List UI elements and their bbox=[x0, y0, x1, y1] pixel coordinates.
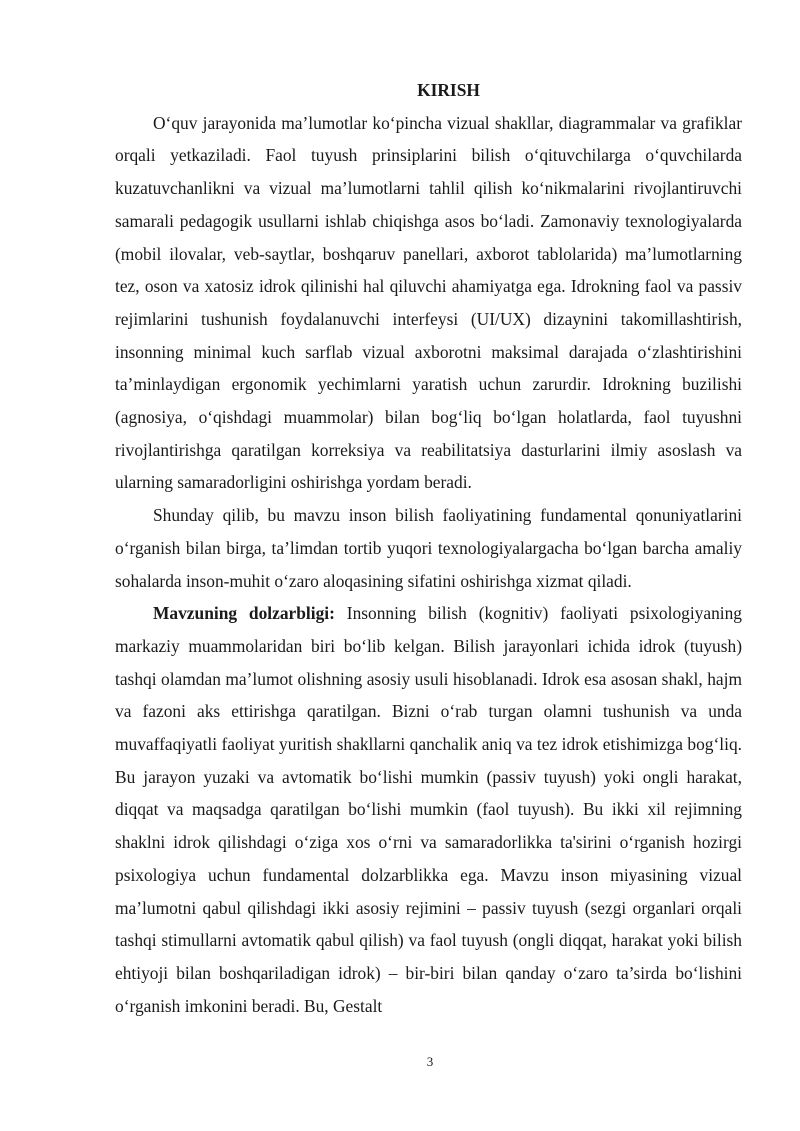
section-heading: KIRISH bbox=[417, 80, 480, 100]
paragraph-1-text: O‘quv jarayonida ma’lumotlar ko‘pincha vizual shakllar, diagrammalar va grafiklar orqali yetkaziladi. Faol tuyush prinsiplarini bilish o‘qituvchilarga o‘quvchilarda kuzatuvchanlikni va vizual ma’lumotlarni tahlil qilish ko‘nikmalarini rivojlantiruvchi samarali pedagogik usullarni ishlab chiqishga asos bo‘ladi. Zamonaviy texnologiyalarda (mobil ilovalar, veb-saytlar, boshqaruv panellari, axborot tablolarida) ma’lumotlarning tez, oson va xatosiz idrok qilinishi hal qiluvchi ahamiyatga ega. Idrokning faol va passiv rejimlarini tushunish foydalanuvchi interfeysi (UI/UX) dizaynini takomillashtirish, insonning minimal kuch sarflab vizual axborotni maksimal darajada o‘zlashtirishini ta’minlaydigan ergonomik yechimlarni yaratish uchun zarurdir. Idrokning buzilishi (agnosiya, o‘qishdagi muammolar) bilan bog‘liq bo‘lgan holatlarda, faol tuyushni rivojlantirishga qaratilgan korreksiya va reabilitatsiya dasturlarini ilmiy asoslash va ularning samaradorligini oshirishga yordam beradi. bbox=[115, 112, 742, 493]
page-number: 3 bbox=[426, 1054, 434, 1069]
page-body bbox=[115, 74, 742, 1022]
paragraph-1 bbox=[115, 107, 742, 499]
paragraph-3-lead: Mavzuning dolzarbligi: bbox=[153, 603, 335, 624]
paragraph-2 bbox=[115, 499, 742, 597]
paragraph-3-text: Insonning bilish (kognitiv) faoliyati psixologiyaning markaziy muammolaridan biri bo‘lib kelgan. Bilish jarayonlari ichida idrok (tuyush) tashqi olamdan ma’lumot olishning asosiy usuli hisoblanadi. Idrok esa asosan shakl, hajm va fazoni aks ettirishga qaratilgan. Bizni o‘rab turgan olamni tushunish va unda muvaffaqiyatli faoliyat yuritish shakllarni qanchalik aniq va tez idrok etishimizga bog‘liq. Bu jarayon yuzaki va avtomatik bo‘lishi mumkin (passiv tuyush) yoki ongli harakat, diqqat va maqsadga qaratilgan bo‘lishi mumkin (faol tuyush). Bu ikki xil rejimning shaklni idrok qilishdagi o‘ziga xos o‘rni va samaradorlikka ta'sirini o‘rganish hozirgi psixologiya uchun fundamental dolzarblikka ega. Mavzu inson miyasining vizual ma’lumotni qabul qilishdagi ikki asosiy rejimini – passiv tuyush (sezgi organlari orqali tashqi stimullarni avtomatik qabul qilish) va faol tuyush (ongli diqqat, harakat yoki bilish ehtiyoji bilan boshqariladigan idrok) – bir-biri bilan qanday o‘zaro ta’sirda bo‘lishini o‘rganish imkonini beradi. Bu, Gestalt bbox=[115, 603, 742, 1016]
paragraph-2-text: Shunday qilib, bu mavzu inson bilish faoliyatining fundamental qonuniyatlarini o‘rganish bilan birga, ta’limdan tortib yuqori texnologiyalargacha bo‘lgan barcha amaliy sohalarda inson-muhit o‘zaro aloqasining sifatini oshirishga xizmat qiladi. bbox=[115, 505, 742, 591]
paragraph-3 bbox=[115, 597, 742, 1022]
